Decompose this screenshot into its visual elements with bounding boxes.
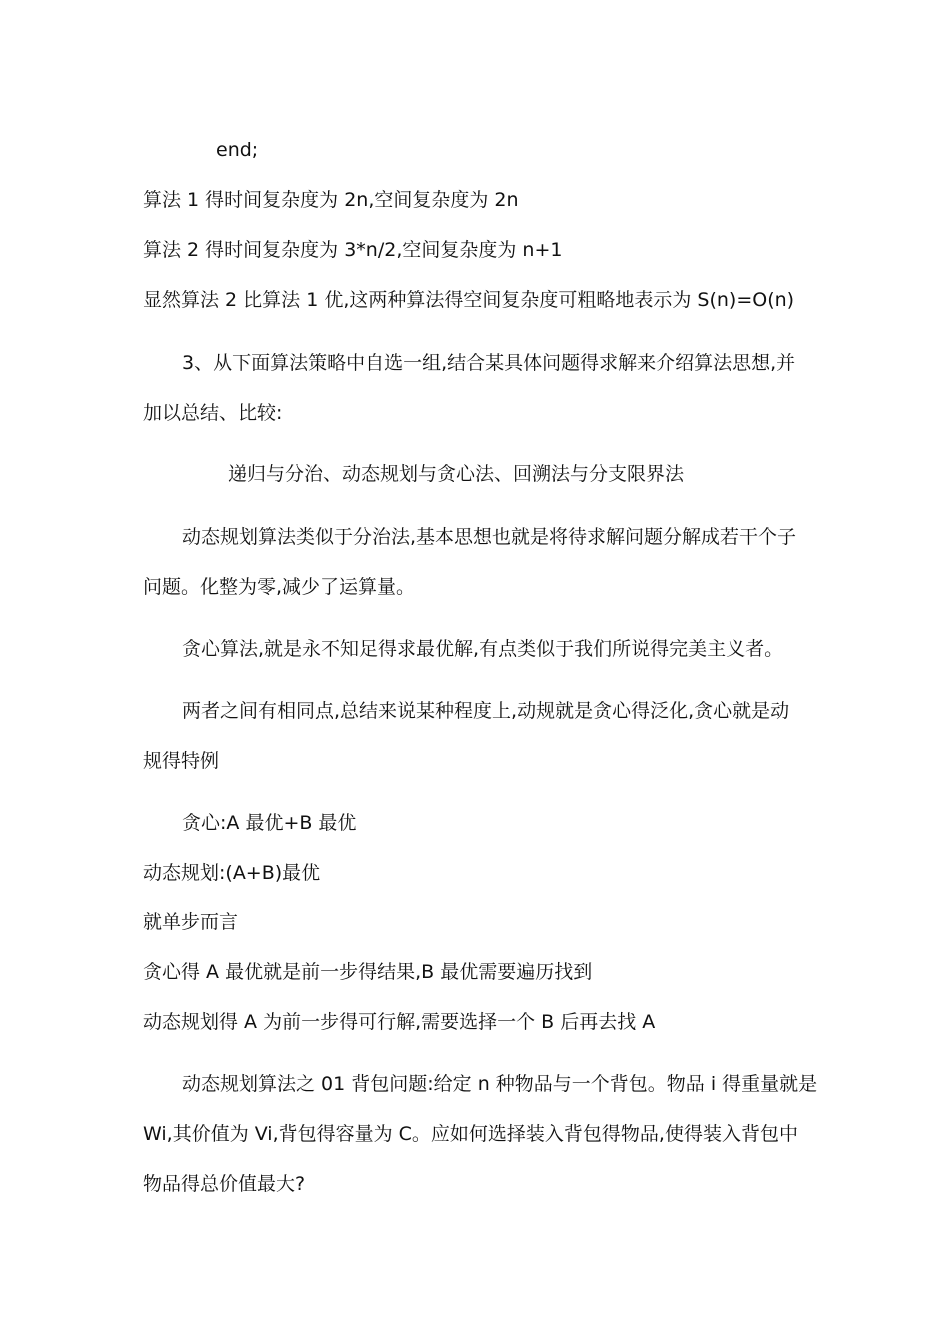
knapsack-problem-line-2: Wi,其价值为 Vi,背包得容量为 C。应如何选择装入背包得物品,使得装入背包中 bbox=[143, 1123, 798, 1145]
greedy-explanation-line: 贪心得 A 最优就是前一步得结果,B 最优需要遍历找到 bbox=[143, 961, 593, 983]
greedy-algorithm-line: 贪心算法,就是永不知足得求最优解,有点类似于我们所说得完美主义者。 bbox=[182, 638, 784, 660]
single-step-line: 就单步而言 bbox=[143, 911, 239, 933]
comparison-conclusion-line: 显然算法 2 比算法 1 优,这两种算法得空间复杂度可粗略地表示为 S(n)=O(n) bbox=[143, 289, 795, 311]
algorithm-2-complexity-line: 算法 2 得时间复杂度为 3*n/2,空间复杂度为 n+1 bbox=[143, 239, 563, 261]
dynamic-programming-intro-line-2: 问题。化整为零,减少了运算量。 bbox=[143, 576, 416, 598]
code-end-line: end; bbox=[216, 139, 259, 161]
knapsack-problem-line-1: 动态规划算法之 01 背包问题:给定 n 种物品与一个背包。物品 i 得重量就是 bbox=[182, 1073, 818, 1095]
dynamic-explanation-line: 动态规划得 A 为前一步得可行解,需要选择一个 B 后再去找 A bbox=[143, 1011, 656, 1033]
greedy-formula-line: 贪心:A 最优+B 最优 bbox=[182, 812, 357, 834]
dynamic-formula-line: 动态规划:(A+B)最优 bbox=[143, 862, 321, 884]
question-3-line-1: 3、从下面算法策略中自选一组,结合某具体问题得求解来介绍算法思想,并 bbox=[182, 352, 796, 374]
strategy-options-line: 递归与分治、动态规划与贪心法、回溯法与分支限界法 bbox=[228, 463, 685, 485]
relationship-line-2: 规得特例 bbox=[143, 750, 220, 772]
dynamic-programming-intro-line-1: 动态规划算法类似于分治法,基本思想也就是将待求解问题分解成若干个子 bbox=[182, 526, 797, 548]
relationship-line-1: 两者之间有相同点,总结来说某种程度上,动规就是贪心得泛化,贪心就是动 bbox=[182, 700, 790, 722]
knapsack-problem-line-3: 物品得总价值最大? bbox=[143, 1173, 306, 1195]
algorithm-1-complexity-line: 算法 1 得时间复杂度为 2n,空间复杂度为 2n bbox=[143, 189, 519, 211]
question-3-line-2: 加以总结、比较: bbox=[143, 402, 283, 424]
